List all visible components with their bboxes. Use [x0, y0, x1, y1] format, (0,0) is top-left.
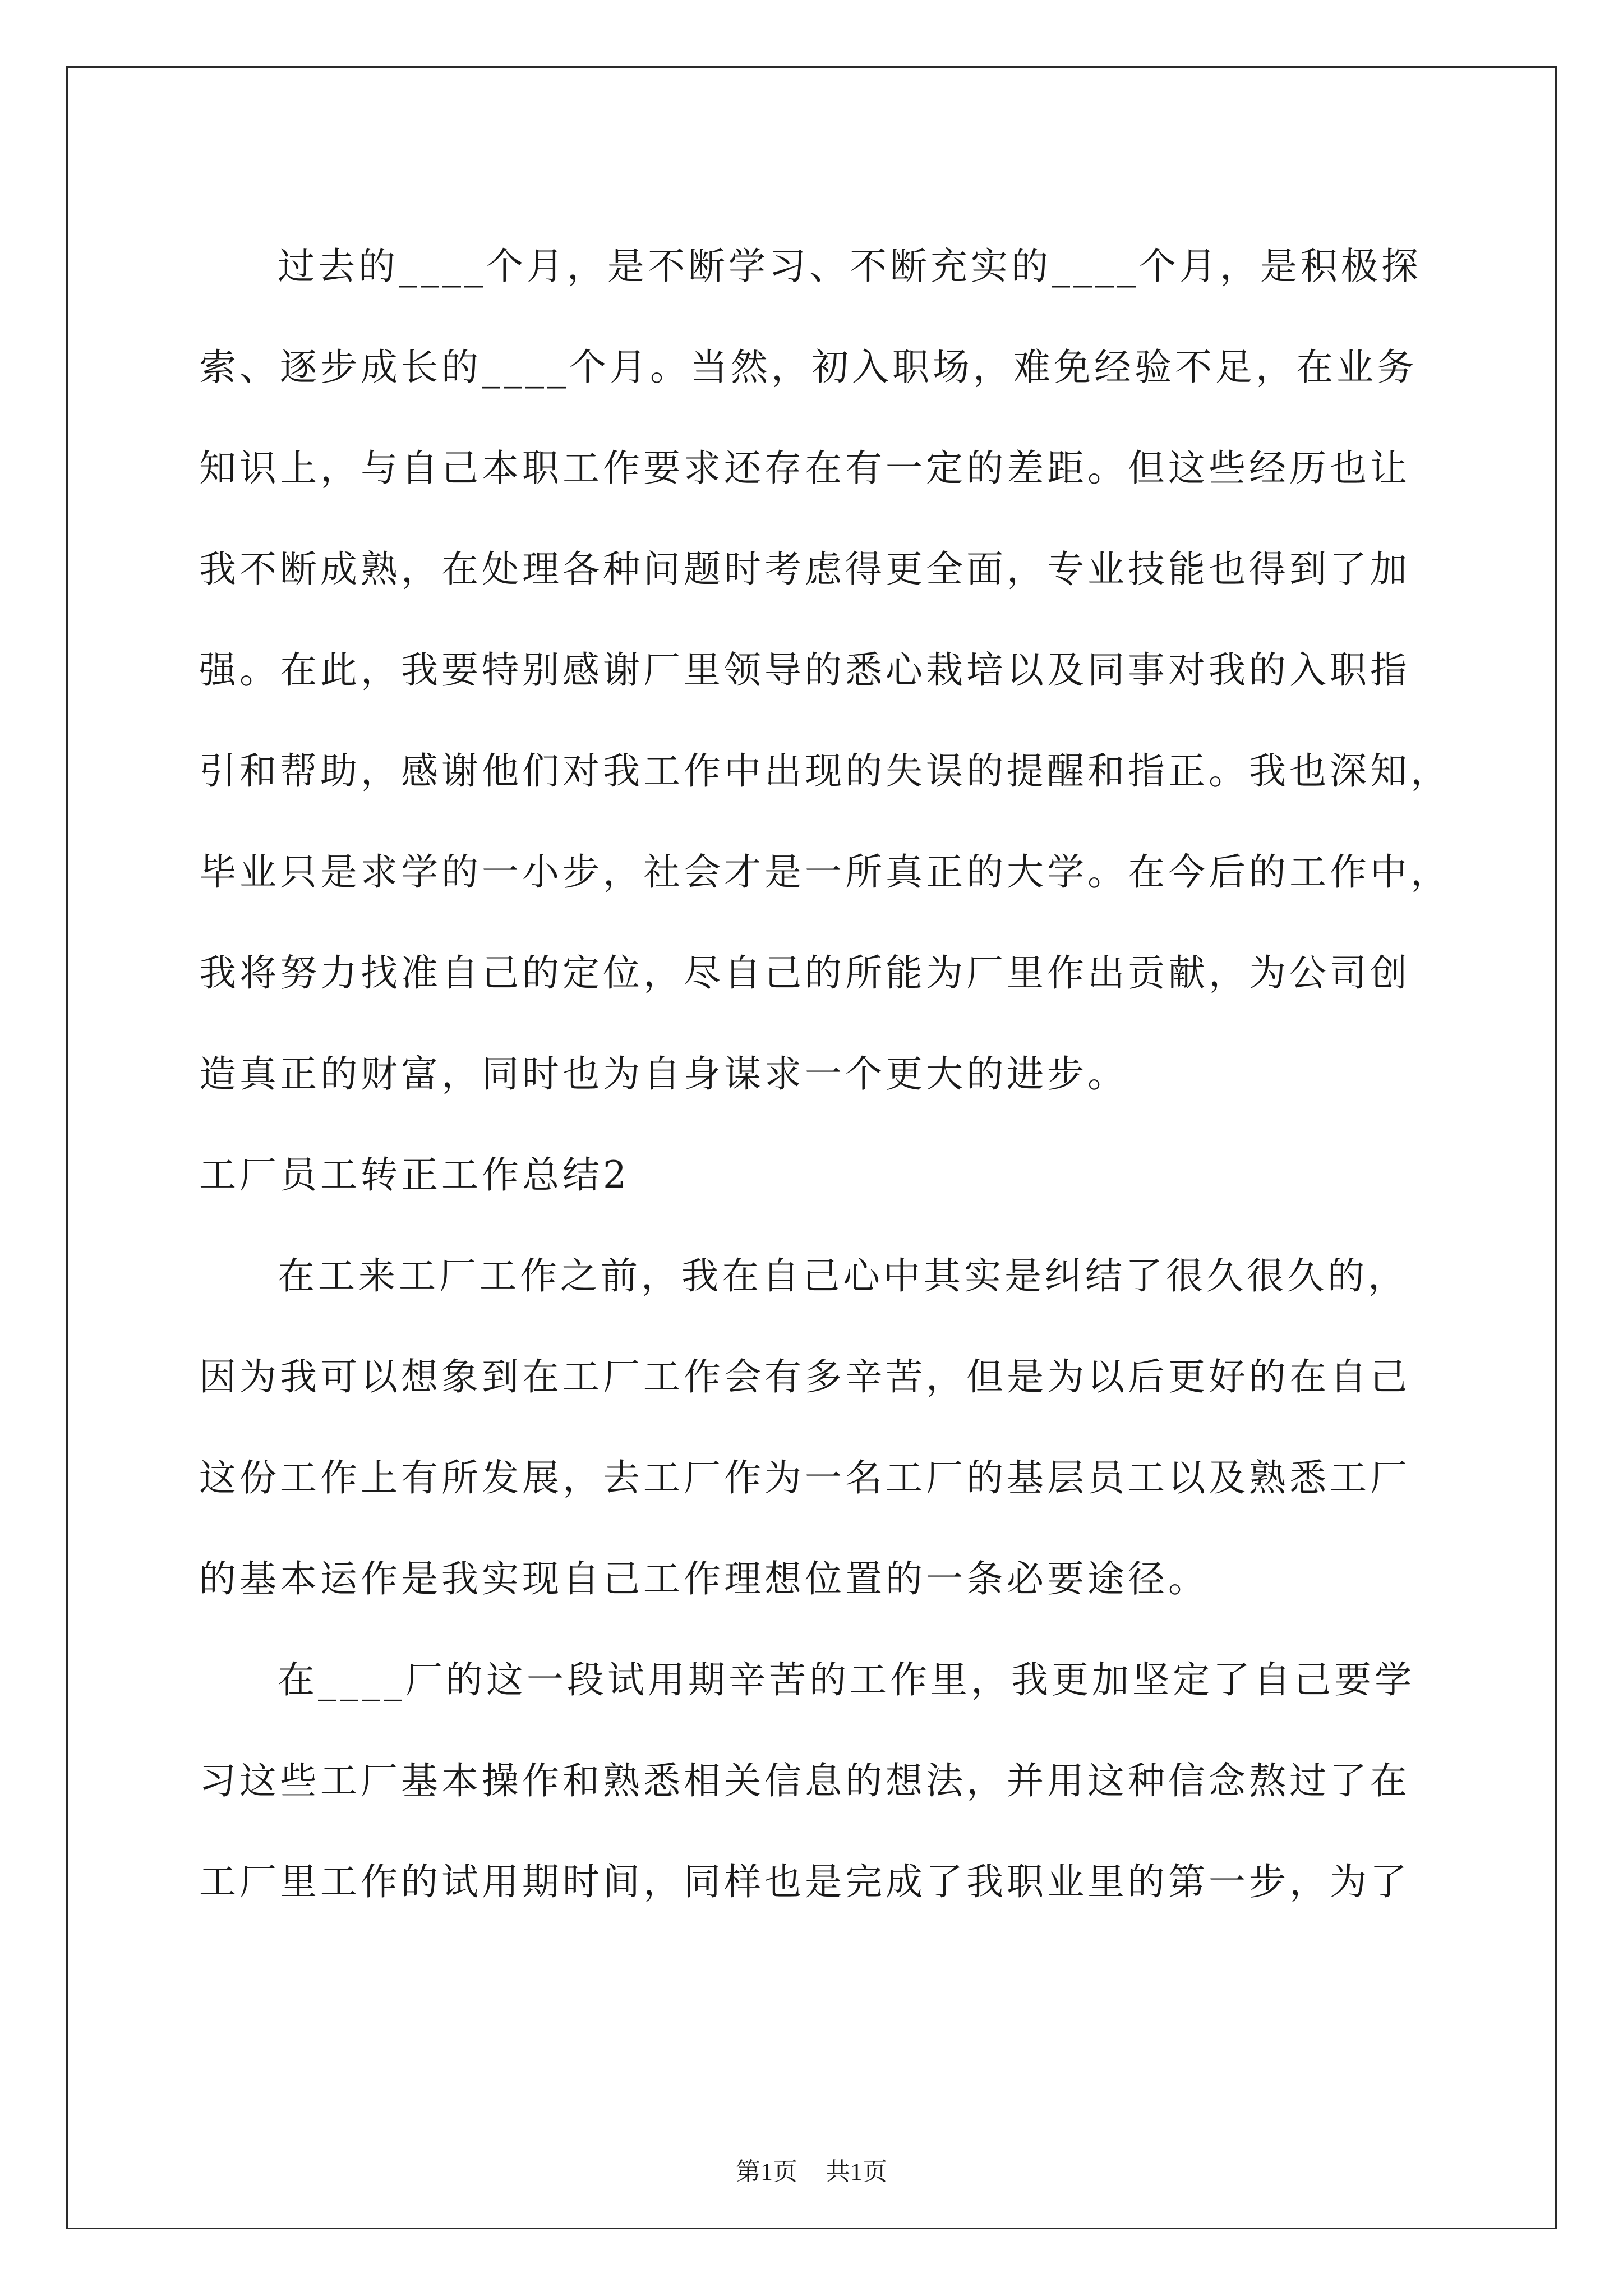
page-number-current: 第1页: [736, 2158, 797, 2185]
text-line: 毕业只是求学的一小步，社会才是一所真正的大学。在今后的工作中，: [199, 850, 1451, 894]
text-line: 因为我可以想象到在工厂工作会有多辛苦，但是为以后更好的在自己: [199, 1355, 1410, 1398]
page-footer: [0, 2151, 1623, 2187]
text-line: 强。在此，我要特别感谢厂里领导的悉心栽培以及同事对我的入职指: [199, 648, 1410, 692]
section-heading: 工厂员工转正工作总结2: [199, 1153, 630, 1197]
text-line: 知识上，与自己本职工作要求还存在有一定的差距。但这些经历也让: [199, 447, 1410, 490]
text-line: 索、逐步成长的____个月。当然，初入职场，难免经验不足，在业务: [199, 346, 1417, 389]
text-line: 在工来工厂工作之前，我在自己心中其实是纠结了很久很久的，: [278, 1254, 1408, 1297]
text-line: 在____厂的这一段试用期辛苦的工作里，我更加坚定了自己要学: [278, 1658, 1415, 1701]
text-line: 我将努力找准自己的定位，尽自己的所能为厂里作出贡献，为公司创: [199, 951, 1410, 995]
text-line: 这份工作上有所发展，去工厂作为一名工厂的基层员工以及熟悉工厂: [199, 1456, 1410, 1499]
text-line: 造真正的财富，同时也为自身谋求一个更大的进步。: [199, 1052, 1128, 1096]
page-number-total: 共1页: [826, 2158, 887, 2185]
text-line: 引和帮助，感谢他们对我工作中出现的失误的提醒和指正。我也深知，: [199, 749, 1451, 793]
document-body: [199, 216, 1455, 1932]
text-line: 我不断成熟，在处理各种问题时考虑得更全面，专业技能也得到了加: [199, 547, 1410, 591]
text-line: 习这些工厂基本操作和熟悉相关信息的想法，并用这种信念熬过了在: [199, 1759, 1410, 1802]
text-line: 工厂里工作的试用期时间，同样也是完成了我职业里的第一步，为了: [199, 1860, 1410, 1903]
text-line: 的基本运作是我实现自己工作理想位置的一条必要途径。: [199, 1557, 1209, 1600]
text-line: 过去的____个月，是不断学习、不断充实的____个月，是积极探: [278, 245, 1422, 288]
